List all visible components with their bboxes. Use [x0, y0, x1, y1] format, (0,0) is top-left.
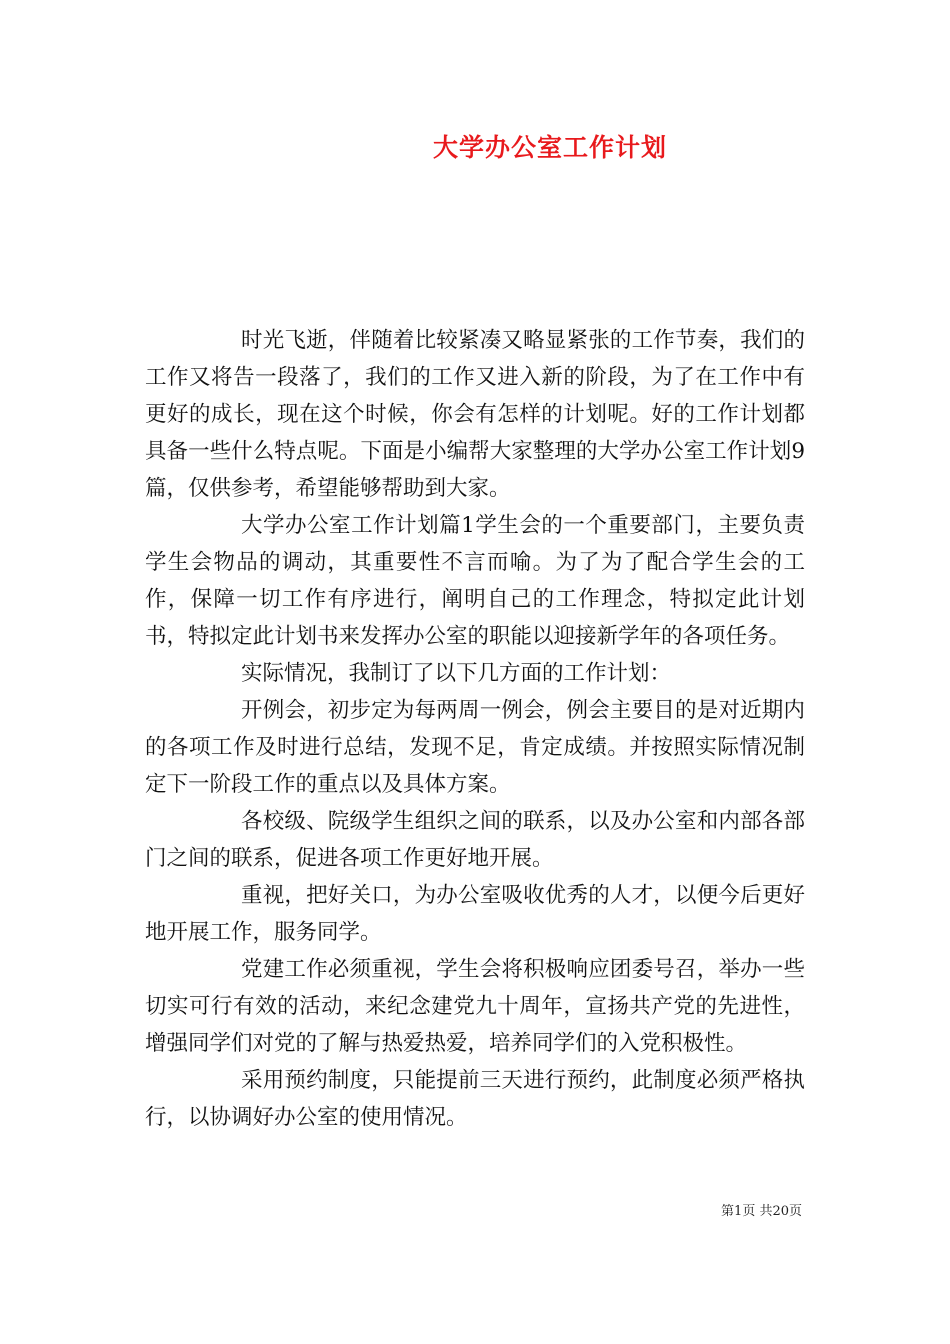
paragraph-recruitment: 重视，把好关口，为办公室吸收优秀的人才，以便今后更好地开展工作，服务同学。: [145, 883, 805, 945]
paragraph-reservation: 采用预约制度，只能提前三天进行预约，此制度必须严格执行，以协调好办公室的使用情况。: [145, 1068, 805, 1130]
paragraph-plan-1: 大学办公室工作计划篇1学生会的一个重要部门，主要负责学生会物品的调动，其重要性不言而喻。为了为了配合学生会的工作，保障一切工作有序进行，阐明自己的工作理念，特拟定此计划书，特拟定此计划书来发挥办公室的职能以迎接新学年的各项任务。: [145, 513, 805, 649]
document-title: 大学办公室工作计划: [432, 133, 667, 162]
paragraph-party-building: 党建工作必须重视，学生会将积极响应团委号召，举办一些切实可行有效的活动，来纪念建党九十周年，宣扬共产党的先进性，增强同学们对党的了解与热爱热爱，培养同学们的入党积极性。: [145, 957, 805, 1056]
paragraph-liaison: 各校级、院级学生组织之间的联系，以及办公室和内部各部门之间的联系，促进各项工作更好地开展。: [145, 809, 805, 871]
document-body: [145, 322, 805, 1136]
paragraph-meetings: 开例会，初步定为每两周一例会，例会主要目的是对近期内的各项工作及时进行总结，发现不足，肯定成绩。并按照实际情况制定下一阶段工作的重点以及具体方案。: [145, 698, 805, 797]
page-number: 第1页 共20页: [721, 1204, 802, 1219]
paragraph-intro: 时光飞逝，伴随着比较紧凑又略显紧张的工作节奏，我们的工作又将告一段落了，我们的工作又进入新的阶段，为了在工作中有更好的成长，现在这个时候，你会有怎样的计划呢。好的工作计划都具备一些什么特点呢。下面是小编帮大家整理的大学办公室工作计划9篇，仅供参考，希望能够帮助到大家。: [145, 328, 805, 501]
paragraph-situation: 实际情况，我制订了以下几方面的工作计划：: [241, 661, 672, 686]
